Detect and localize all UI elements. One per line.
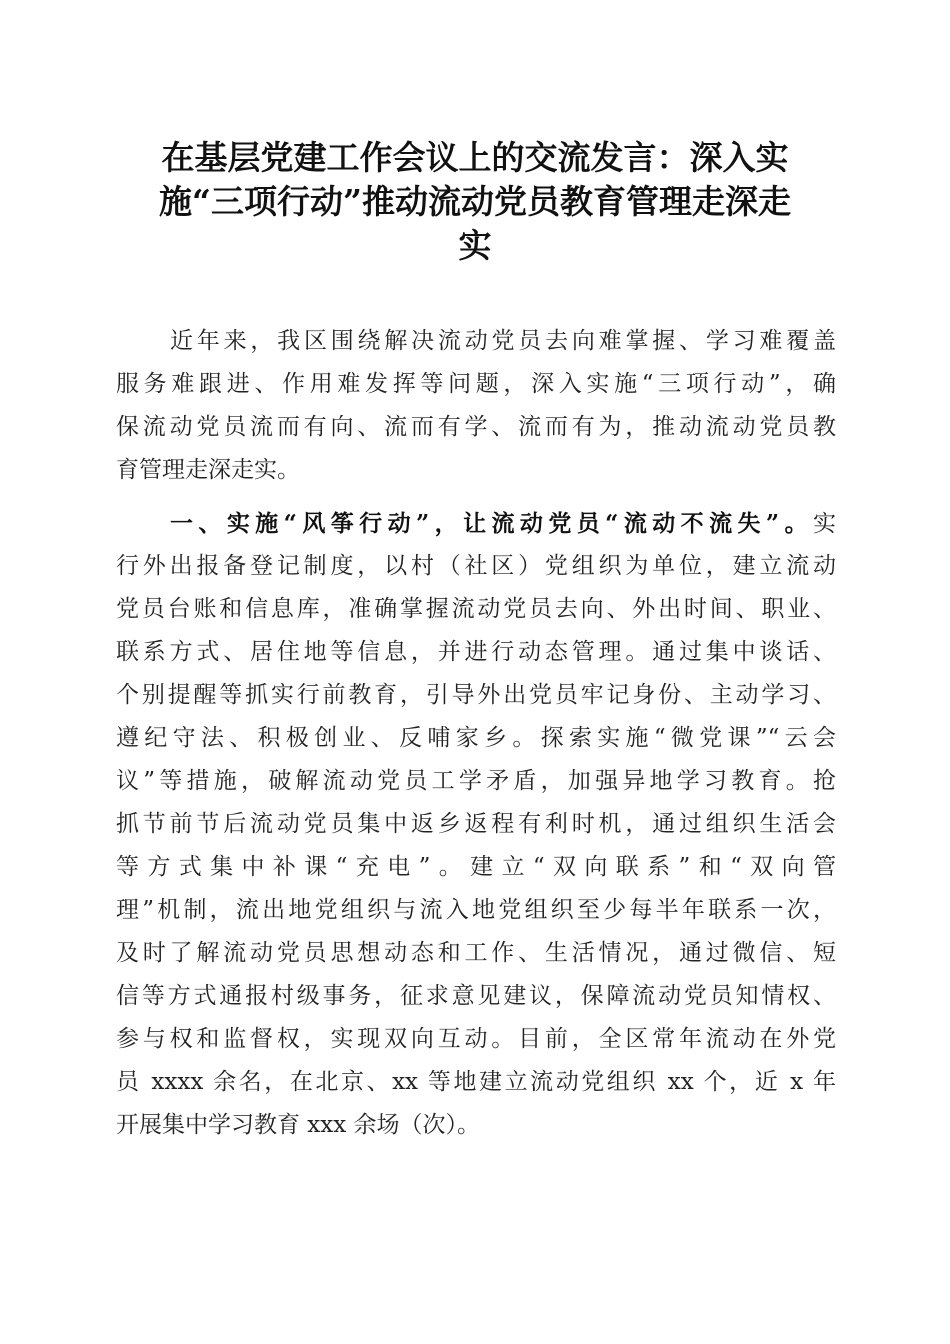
paragraph-line: 等方式集中补课“充电”。建立“双向联系”和“双向管 bbox=[116, 854, 836, 880]
paragraph-line: 遵纪守法、积极创业、反哺家乡。探索实施“微党课”“云会 bbox=[116, 725, 836, 751]
paragraph-line: 党员台账和信息库，准确掌握流动党员去向、外出时间、职业、 bbox=[116, 596, 836, 622]
paragraph-line: 行外出报备登记制度，以村（社区）党组织为单位，建立流动 bbox=[116, 553, 836, 579]
paragraph-line: 员 xxxx 余名，在北京、xx 等地建立流动党组织 xx 个，近 x 年 bbox=[116, 1069, 836, 1095]
intro-paragraph bbox=[116, 320, 836, 492]
paragraph-line: 联系方式、居住地等信息，并进行动态管理。通过集中谈话、 bbox=[116, 639, 836, 665]
paragraph-gap bbox=[116, 492, 836, 502]
paragraph-line: 开展集中学习教育 xxx 余场（次）。 bbox=[116, 1112, 481, 1138]
title-line: 施“三项行动”推动流动党员教育管理走深走 bbox=[159, 182, 791, 221]
paragraph-line: 议”等措施，破解流动党员工学矛盾，加强异地学习教育。抢 bbox=[116, 768, 836, 794]
title-line: 在基层党建工作会议上的交流发言：深入实 bbox=[161, 138, 789, 177]
paragraph-line: 服务难跟进、作用难发挥等问题，深入实施“三项行动”，确 bbox=[116, 371, 836, 397]
document-body bbox=[116, 320, 836, 1147]
paragraph-line: 近年来，我区围绕解决流动党员去向难掌握、学习难覆盖 bbox=[170, 328, 836, 354]
paragraph-line: 及时了解流动党员思想动态和工作、生活情况，通过微信、短 bbox=[116, 940, 836, 966]
document-title bbox=[120, 136, 830, 268]
paragraph-line bbox=[116, 502, 836, 545]
paragraph-line: 个别提醒等抓实行前教育，引导外出党员牢记身份、主动学习、 bbox=[116, 682, 836, 708]
section-1-heading: 一、实施“风筝行动”，让流动党员“流动不流失”。 bbox=[170, 510, 813, 537]
paragraph-line: 信等方式通报村级事务，征求意见建议，保障流动党员知情权、 bbox=[116, 983, 836, 1009]
section-1-first-line-rest: 实 bbox=[813, 511, 836, 537]
paragraph-line: 育管理走深走实。 bbox=[116, 457, 300, 483]
paragraph-line: 保流动党员流而有向、流而有学、流而有为，推动流动党员教 bbox=[116, 414, 836, 440]
section-1-paragraph bbox=[116, 502, 836, 1147]
paragraph-line: 抓节前节后流动党员集中返乡返程有利时机，通过组织生活会 bbox=[116, 811, 836, 837]
paragraph-line: 理”机制，流出地党组织与流入地党组织至少每半年联系一次， bbox=[116, 897, 836, 923]
title-line: 实 bbox=[458, 226, 492, 265]
paragraph-line: 参与权和监督权，实现双向互动。目前，全区常年流动在外党 bbox=[116, 1026, 836, 1052]
